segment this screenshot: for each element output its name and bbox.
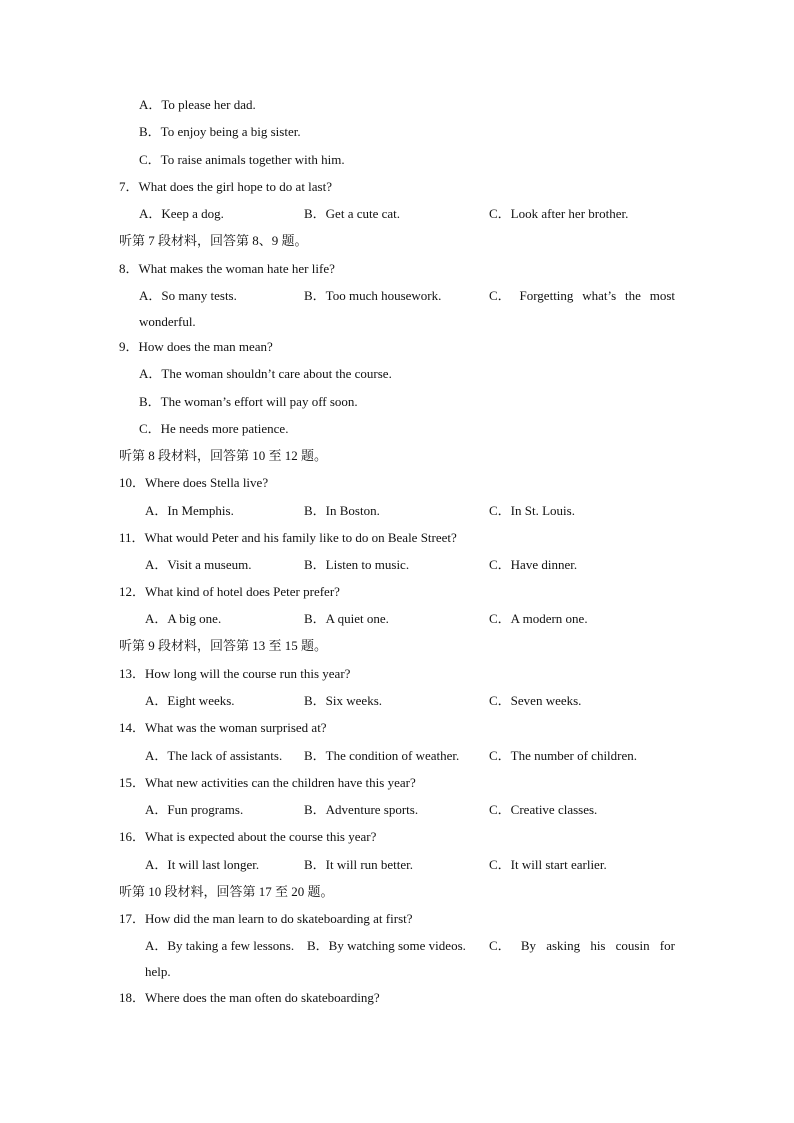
question-7: 7．What does the girl hope to do at last? [119,179,333,194]
option-c: C．The number of children. [489,748,638,763]
option-c [489,938,675,954]
question-9: 9．How does the man mean? [119,339,273,354]
option-c-word: his [590,938,606,953]
option-c-word: C． [489,938,511,953]
question-13: 13．How long will the course run this year? [119,666,351,681]
option-a: A．By taking a few lessons. [145,938,295,953]
option-b: B．Too much housework. [304,288,442,303]
option-a: A．To please her dad. [139,97,256,112]
option-b: B．Listen to music. [304,557,410,572]
section-heading-10: 听第 10 段材料，回答第 17 至 20 题。 [119,884,334,899]
option-c: C．It will start earlier. [489,857,607,872]
option-c-continued: help. [145,964,171,979]
question-11: 11．What would Peter and his family like to do on Beale Street? [119,530,457,545]
question-18: 18．Where does the man often do skateboarding? [119,990,380,1005]
option-a: A．The lack of assistants. [145,748,283,763]
option-c-word: Forgetting [519,288,574,303]
section-heading-7: 听第 7 段材料，回答第 8、9 题。 [119,233,308,248]
option-b: B．Adventure sports. [304,802,419,817]
option-b: B．Six weeks. [304,693,383,708]
option-c-word: asking [546,938,581,953]
option-c [489,288,675,304]
option-b: B．A quiet one. [304,611,389,626]
option-c-word: what’s [582,288,617,303]
option-c: C．In St. Louis. [489,503,575,518]
option-a: A．It will last longer. [145,857,260,872]
question-16: 16．What is expected about the course this year? [119,829,377,844]
question-14: 14．What was the woman surprised at? [119,720,327,735]
option-c-word: By [520,938,537,953]
option-b: B．The woman’s effort will pay off soon. [139,394,358,409]
option-c-word: most [649,288,675,303]
option-b: B．To enjoy being a big sister. [139,124,301,139]
option-b: B．In Boston. [304,503,380,518]
option-c-word: C． [489,288,511,303]
section-heading-9: 听第 9 段材料，回答第 13 至 15 题。 [119,638,328,653]
option-c-word: the [625,288,641,303]
option-b: B．It will run better. [304,857,414,872]
option-a: A．So many tests. [139,288,237,303]
option-a: A．Keep a dog. [139,206,224,221]
option-c: C．Look after her brother. [489,206,629,221]
question-12: 12．What kind of hotel does Peter prefer? [119,584,340,599]
option-b: B．Get a cute cat. [304,206,401,221]
option-a: A．A big one. [145,611,222,626]
question-15: 15．What new activities can the children have this year? [119,775,416,790]
option-c: C．Creative classes. [489,802,598,817]
option-a: A．In Memphis. [145,503,234,518]
option-a: A．Fun programs. [145,802,244,817]
option-c: C．A modern one. [489,611,588,626]
option-c: C．To raise animals together with him. [139,152,345,167]
option-a: A．The woman shouldn’t care about the course. [139,366,392,381]
question-17: 17．How did the man learn to do skateboarding at first? [119,911,413,926]
option-c-word: for [659,938,675,953]
option-c-continued: wonderful. [139,314,196,329]
option-c: C．Seven weeks. [489,693,582,708]
section-heading-8: 听第 8 段材料，回答第 10 至 12 题。 [119,448,328,463]
question-8: 8．What makes the woman hate her life? [119,261,335,276]
question-10: 10．Where does Stella live? [119,475,269,490]
option-c-word: cousin [615,938,650,953]
option-a: A．Visit a museum. [145,557,252,572]
option-c: C．Have dinner. [489,557,578,572]
option-b: B．The condition of weather. [304,748,460,763]
option-a: A．Eight weeks. [145,693,235,708]
option-b: B．By watching some videos. [307,938,466,953]
option-c: C．He needs more patience. [139,421,289,436]
